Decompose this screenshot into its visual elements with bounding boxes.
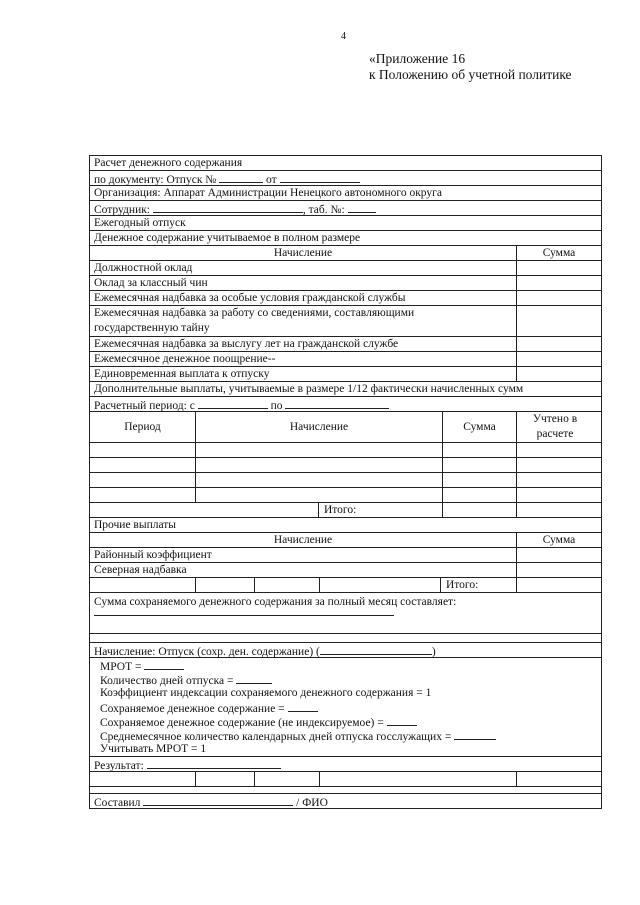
other-accrual-row bbox=[90, 548, 601, 563]
composer-fio: / ФИО bbox=[296, 797, 328, 809]
detail-row bbox=[90, 672, 601, 686]
document-from-label: от bbox=[266, 174, 277, 186]
accrual-header-row bbox=[90, 246, 601, 261]
detail-field[interactable] bbox=[236, 672, 272, 684]
period-table-row bbox=[90, 458, 601, 473]
period-accrual-header: Начисление bbox=[289, 421, 349, 433]
document-number-field[interactable] bbox=[219, 171, 263, 183]
period-header: Период bbox=[124, 421, 161, 433]
detail-row bbox=[90, 742, 601, 757]
appendix-line-1: «Приложение 16 bbox=[369, 51, 466, 66]
detail-field[interactable] bbox=[144, 658, 184, 670]
leave-type: Ежегодный отпуск bbox=[94, 217, 186, 229]
other-total-label: Итого: bbox=[446, 579, 479, 591]
calc-period-to-label: по bbox=[270, 400, 283, 412]
detail-row bbox=[90, 686, 601, 700]
appendix-line-2: к Положению об учетной политике bbox=[369, 67, 572, 82]
composer-label: Составил bbox=[94, 797, 141, 809]
monthly-sum-label: Сумма сохраняемого денежного содержания за полный месяц составляет: bbox=[94, 596, 457, 608]
accrual-line-field[interactable] bbox=[320, 643, 432, 655]
other-accrual-label: Районный коэффициент bbox=[94, 549, 212, 561]
accrual-label: Оклад за классный чин bbox=[94, 277, 208, 289]
detail-field[interactable] bbox=[288, 700, 318, 712]
monthly-sum-row bbox=[90, 593, 601, 634]
detail-label: МРОТ = bbox=[100, 661, 142, 673]
calc-period-start-field[interactable] bbox=[198, 397, 268, 409]
spacer-row bbox=[90, 634, 601, 643]
other-total-row bbox=[90, 578, 601, 593]
accrual-row bbox=[90, 367, 601, 382]
accrual-line-row bbox=[90, 643, 601, 658]
period-counted-header: Учтено в расчете bbox=[532, 413, 578, 440]
detail-label: Количество дней отпуска = bbox=[100, 675, 234, 687]
leave-type-row bbox=[90, 216, 601, 231]
other-payments-row bbox=[90, 518, 601, 533]
form-title-row bbox=[90, 156, 601, 171]
other-accrual-header-row bbox=[90, 533, 601, 548]
accrual-row bbox=[90, 306, 601, 337]
spacer-row bbox=[90, 787, 601, 794]
detail-label: Среднемесячное количество календарных дней отпуска госслужащих = bbox=[100, 731, 452, 743]
period-total-row bbox=[90, 503, 601, 518]
other-accrual-row bbox=[90, 563, 601, 578]
organization-row bbox=[90, 186, 601, 201]
detail-field[interactable] bbox=[387, 714, 417, 726]
full-salary-note-row bbox=[90, 231, 601, 246]
accrual-line-label: Начисление: Отпуск (сохр. ден. содержание) ( bbox=[94, 646, 320, 658]
accrual-label: Ежемесячная надбавка за работу со сведениями, составляющими государственную тайну bbox=[94, 307, 415, 334]
result-field[interactable] bbox=[147, 757, 281, 769]
calc-period-end-field[interactable] bbox=[285, 397, 389, 409]
document-date-field[interactable] bbox=[280, 171, 360, 183]
detail-label: Учитывать МРОТ = 1 bbox=[100, 743, 207, 755]
detail-row bbox=[90, 728, 601, 742]
accrual-row bbox=[90, 337, 601, 352]
calc-period-label: Расчетный период: с bbox=[94, 400, 195, 412]
tab-number-field[interactable] bbox=[348, 201, 376, 213]
form-title: Расчет денежного содержания bbox=[94, 157, 243, 169]
accrual-label: Должностной оклад bbox=[94, 262, 193, 274]
other-sum-header: Сумма bbox=[542, 534, 576, 546]
detail-label: Сохраняемое денежное содержание (не индексируемое) = bbox=[100, 717, 384, 729]
detail-label: Сохраняемое денежное содержание = bbox=[100, 703, 285, 715]
detail-row bbox=[90, 714, 601, 728]
employee-name-field[interactable] bbox=[153, 201, 303, 213]
accrual-label: Ежемесячное денежное поощрение-- bbox=[94, 353, 276, 365]
accrual-label: Ежемесячная надбавка за особые условия гражданской службы bbox=[94, 292, 406, 304]
detail-field[interactable] bbox=[454, 728, 496, 740]
other-payments-label: Прочие выплаты bbox=[94, 519, 177, 531]
other-accrual-header: Начисление bbox=[273, 534, 333, 546]
employee-label: Сотрудник: bbox=[94, 204, 151, 216]
detail-row bbox=[90, 658, 601, 672]
tab-number-label: , таб. №: bbox=[302, 204, 345, 216]
full-salary-note: Денежное содержание учитываемое в полном размере bbox=[94, 232, 361, 244]
page-number: 4 bbox=[341, 31, 346, 42]
detail-label: Коэффициент индексации сохраняемого денежного содержания = 1 bbox=[100, 687, 432, 699]
period-table-row bbox=[90, 443, 601, 458]
accrual-label: Дополнительные выплаты, учитываемые в размере 1/12 фактически начисленных сумм bbox=[94, 383, 524, 395]
salary-calculation-form bbox=[89, 155, 602, 809]
period-table-header bbox=[90, 412, 601, 443]
accrual-header: Начисление bbox=[273, 247, 333, 259]
detail-row bbox=[90, 700, 601, 714]
accrual-row bbox=[90, 276, 601, 291]
other-accrual-label: Северная надбавка bbox=[94, 564, 187, 576]
accrual-row bbox=[90, 352, 601, 367]
accrual-label: Единовременная выплата к отпуску bbox=[94, 368, 270, 380]
appendix-heading bbox=[369, 51, 572, 83]
composer-row bbox=[90, 794, 601, 809]
period-total-label: Итого: bbox=[324, 504, 357, 516]
sum-header: Сумма bbox=[542, 247, 576, 259]
calc-period-row bbox=[90, 397, 601, 412]
period-table-row bbox=[90, 473, 601, 488]
employee-row bbox=[90, 201, 601, 216]
monthly-sum-field[interactable] bbox=[94, 615, 394, 616]
accrual-row bbox=[90, 382, 601, 397]
result-grid-row bbox=[90, 772, 601, 787]
composer-field[interactable] bbox=[143, 794, 293, 806]
period-sum-header: Сумма bbox=[463, 421, 496, 433]
organization-label: Организация: Аппарат Администрации Ненецкого автономного округа bbox=[94, 187, 442, 199]
result-row bbox=[90, 757, 601, 772]
document-row bbox=[90, 171, 601, 186]
accrual-row bbox=[90, 261, 601, 276]
accrual-label: Ежемесячная надбавка за выслугу лет на гражданской службе bbox=[94, 338, 399, 350]
document-label: по документу: Отпуск № bbox=[94, 174, 217, 186]
period-table-row bbox=[90, 488, 601, 503]
accrual-line-close: ) bbox=[431, 646, 436, 658]
accrual-row bbox=[90, 291, 601, 306]
result-label: Результат: bbox=[94, 760, 144, 772]
